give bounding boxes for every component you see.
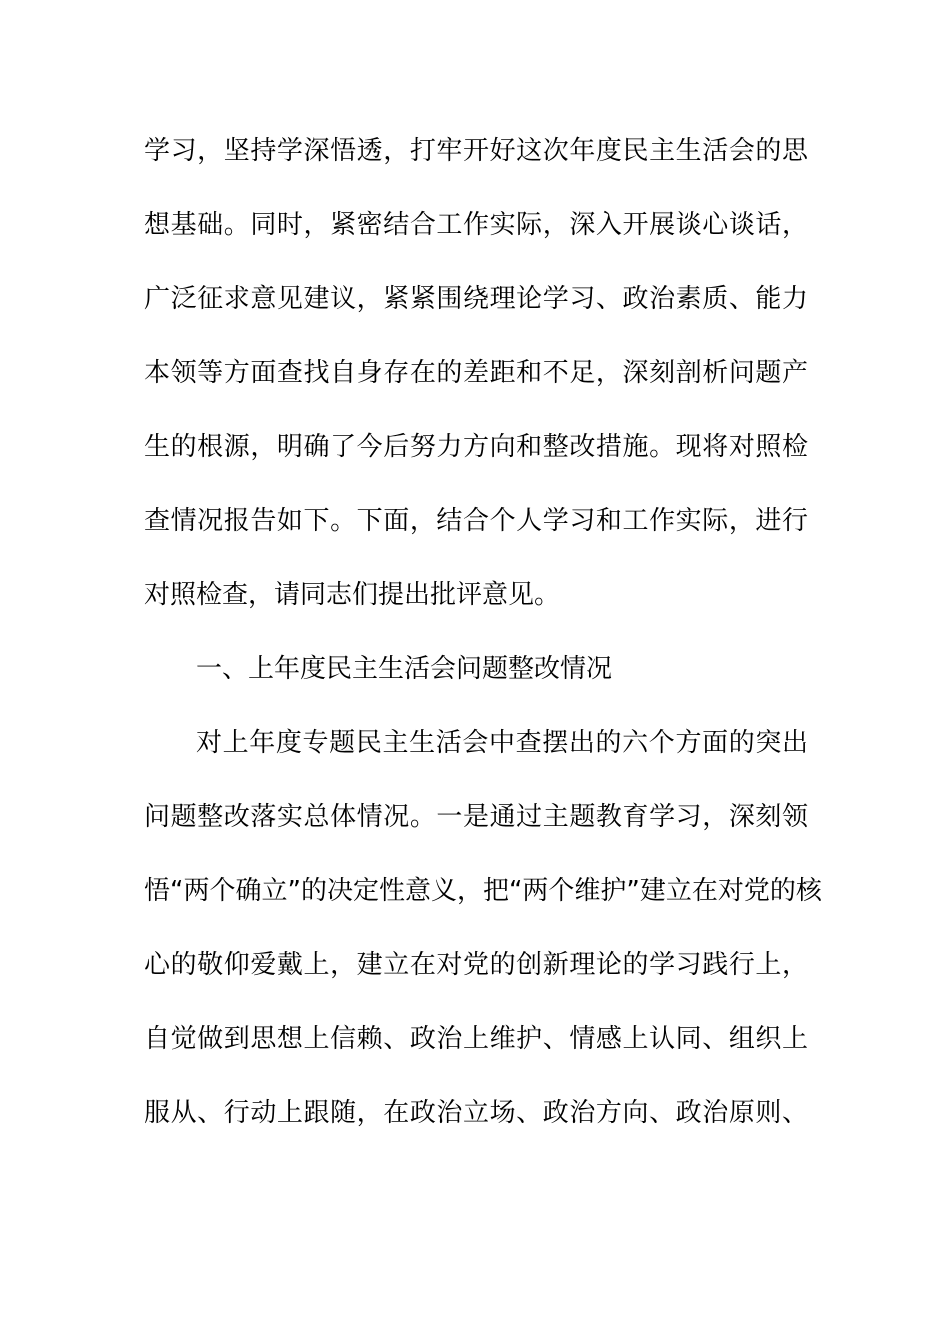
paragraph-intro: [144, 114, 808, 632]
paragraph-line: 本领等方面查找自身存在的差距和不足，深刻剖析问题产: [144, 358, 808, 388]
paragraph-line: 悟“两个确立”的决定性意义，把“两个维护”建立在对党的核: [144, 876, 822, 906]
paragraph-line: 想基础。同时，紧密结合工作实际，深入开展谈心谈话，: [144, 210, 808, 240]
paragraph-rectification: [144, 706, 822, 1150]
paragraph-line: 广泛征求意见建议，紧紧围绕理论学习、政治素质、能力: [144, 284, 808, 314]
paragraph-line: 学习，坚持学深悟透，打牢开好这次年度民主生活会的思: [144, 136, 808, 166]
section-heading: 一、上年度民主生活会问题整改情况: [196, 654, 613, 684]
paragraph-line: 对照检查，请同志们提出批评意见。: [144, 580, 561, 610]
paragraph-line: 对上年度专题民主生活会中查摆出的六个方面的突出: [196, 728, 808, 758]
paragraph-line: 服从、行动上跟随，在政治立场、政治方向、政治原则、: [144, 1098, 808, 1128]
paragraph-line: 自觉做到思想上信赖、政治上维护、情感上认同、组织上: [144, 1024, 808, 1054]
document-body: [144, 114, 822, 1150]
paragraph-line: 问题整改落实总体情况。一是通过主题教育学习，深刻领: [144, 802, 808, 832]
paragraph-line: 心的敬仰爱戴上，建立在对党的创新理论的学习践行上，: [144, 950, 808, 980]
paragraph-line: 生的根源，明确了今后努力方向和整改措施。现将对照检: [144, 432, 808, 462]
paragraph-line: 查情况报告如下。下面，结合个人学习和工作实际，进行: [144, 506, 808, 536]
